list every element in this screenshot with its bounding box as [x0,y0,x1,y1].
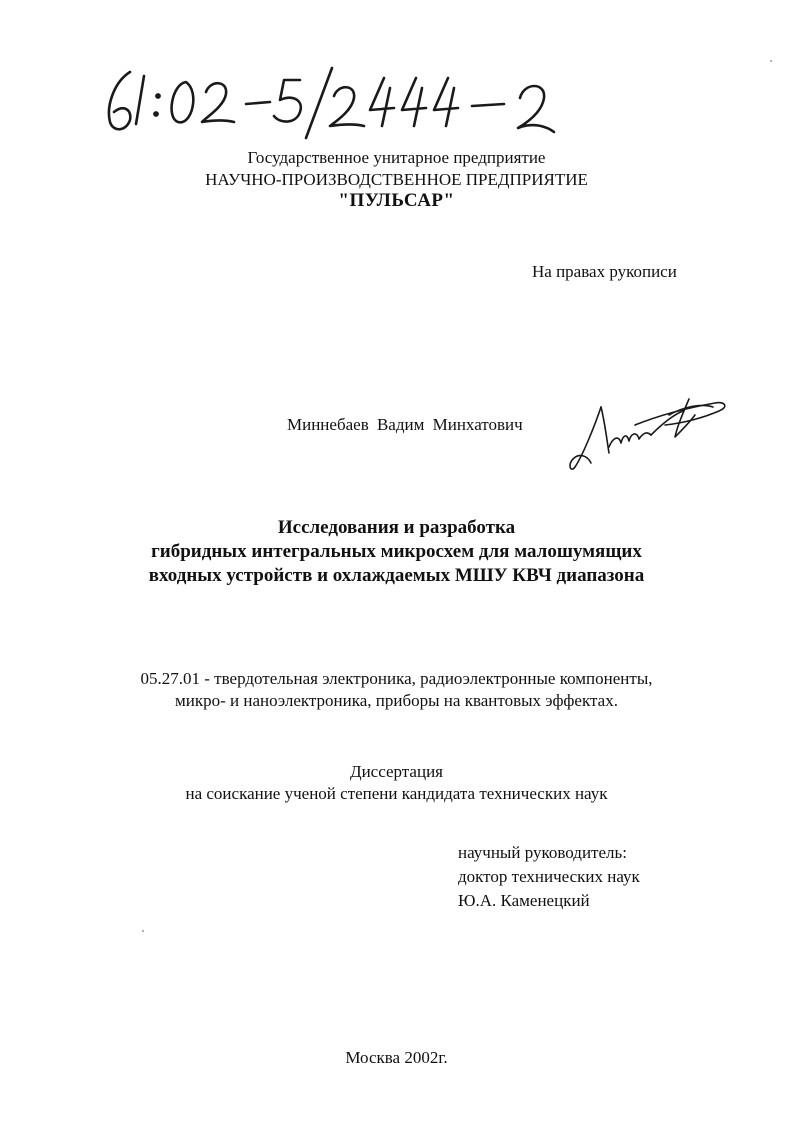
author-signature [565,385,735,480]
scan-speck [770,60,772,62]
dissertation-title [0,516,793,588]
specialty [0,668,793,712]
city-year: Москва 2002г. [345,1048,448,1067]
thesis-label: Диссертация [349,762,443,781]
organization-name: НАУЧНО-ПРОИЗВОДСТВЕННОЕ ПРЕДПРИЯТИЕ [205,170,588,189]
author-name: Миннебаев Вадим Минхатович [287,415,523,434]
thesis-type [0,761,793,805]
scan-speck [142,930,144,932]
advisor-block [458,841,640,913]
advisor-label: научный руководитель: [458,843,627,862]
thesis-degree: на соискание ученой степени кандидата технических наук [185,784,608,803]
title-line-1: Исследования и разработка [277,517,516,538]
organization-type: Государственное унитарное предприятие [247,148,546,167]
organization-brand: "ПУЛЬСАР" [338,190,455,211]
title-line-2: гибридных интегральных микросхем для малошумящих [151,541,642,562]
advisor-degree: доктор технических наук [458,867,640,886]
title-line-3: входных устройств и охлаждаемых МШУ КВЧ диапазона [148,565,645,586]
specialty-line-2: микро- и наноэлектроника, приборы на квантовых эффектах. [175,691,618,710]
handwritten-archive-number [100,62,620,142]
specialty-line-1: 05.27.01 - твердотельная электроника, радиоэлектронные компоненты, [140,669,653,688]
advisor-name: Ю.А. Каменецкий [458,891,590,910]
rights-note: На правах рукописи [532,262,677,281]
